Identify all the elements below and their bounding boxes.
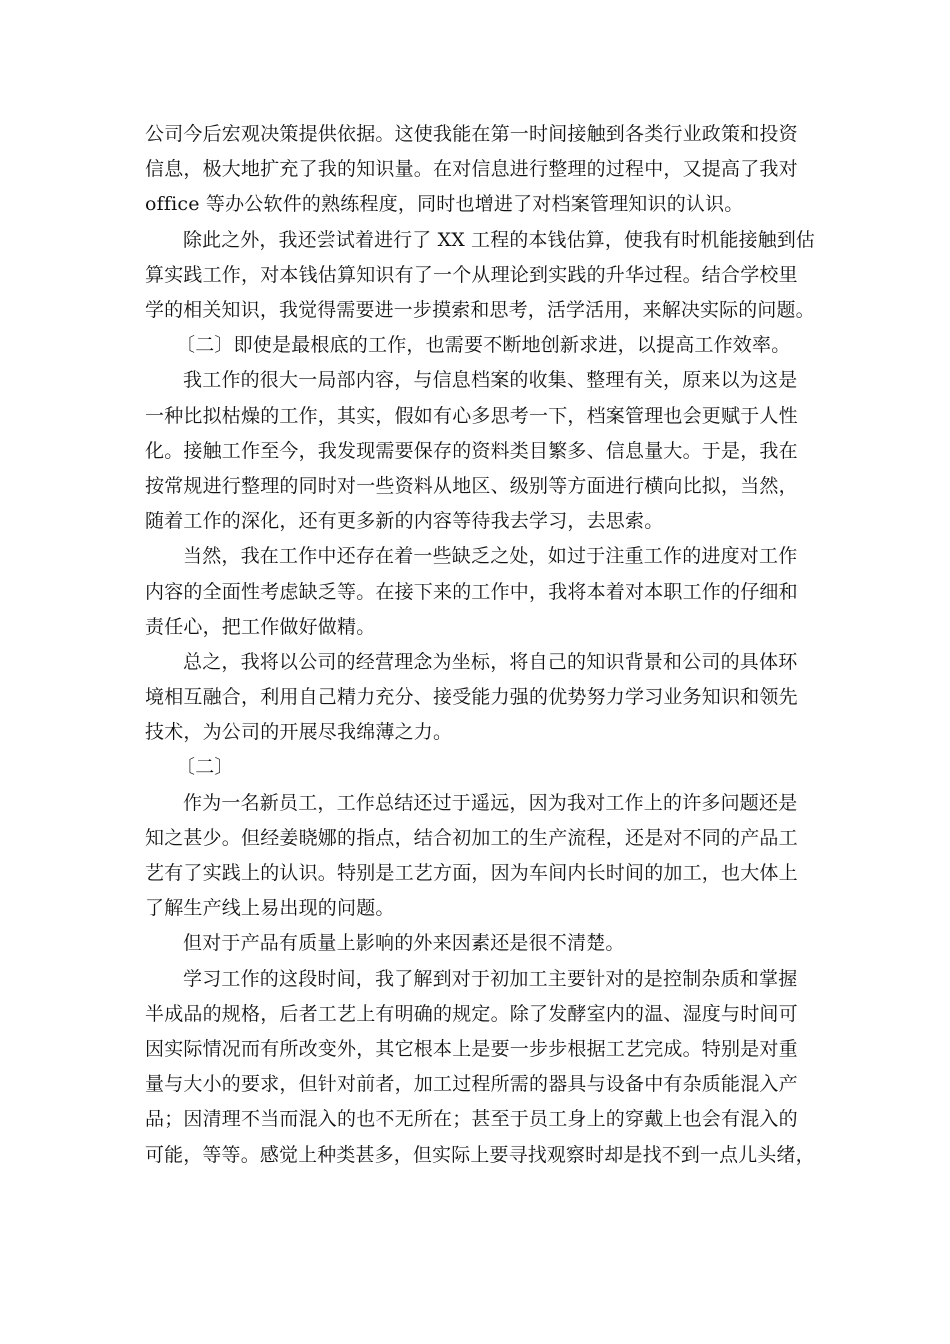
text-line: 总之，我将以公司的经营理念为坐标，将自己的知识背景和公司的具体环 [183, 651, 798, 673]
text-line: 责任心，把工作做好做精。 [145, 616, 376, 638]
text-line: 可能，等等。感觉上种类甚多，但实际上要寻找观察时却是找不到一点儿头绪， [145, 1144, 815, 1166]
text-line: 品；因清理不当而混入的也不无所在；甚至于员工身上的穿戴上也会有混入的 [145, 1108, 798, 1130]
text-line: 知之甚少。但经姜晓娜的指点，结合初加工的生产流程，还是对不同的产品工 [145, 827, 798, 849]
text-line: 半成品的规格，后者工艺上有明确的规定。除了发酵室内的温、湿度与时间可 [145, 1003, 798, 1025]
text-line: 信息，极大地扩充了我的知识量。在对信息进行整理的过程中，又提高了我对 [145, 158, 798, 180]
text-line: 我工作的很大一局部内容，与信息档案的收集、整理有关，原来以为这是 [183, 369, 798, 391]
text-line: 艺有了实践上的认识。特别是工艺方面，因为车间内长时间的加工，也大体上 [145, 862, 798, 884]
text-line: 随着工作的深化，还有更多新的内容等待我去学习，去思索。 [145, 510, 664, 532]
text-line: 除此之外，我还尝试着进行了 XX 工程的本钱估算，使我有时机能接触到估 [183, 229, 816, 251]
text-line: 〔二〕即使是最根底的工作，也需要不断地创新求进，以提高工作效率。 [176, 334, 791, 356]
text-line: 按常规进行整理的同时对一些资料从地区、级别等方面进行横向比拟，当然， [145, 475, 798, 497]
text-line: 当然，我在工作中还存在着一些缺乏之处，如过于注重工作的进度对工作 [183, 545, 798, 567]
text-line: office 等办公软件的熟练程度，同时也增进了对档案管理知识的认识。 [145, 193, 744, 215]
text-line: 量与大小的要求，但针对前者，加工过程所需的器具与设备中有杂质能混入产 [145, 1073, 798, 1095]
text-line: 学的相关知识，我觉得需要进一步摸索和思考，活学活用，来解决实际的问题。 [145, 299, 815, 321]
text-line: 了解生产线上易出现的问题。 [145, 897, 395, 919]
text-line: 算实践工作，对本钱估算知识有了一个从理论到实践的升华过程。结合学校里 [145, 264, 798, 286]
text-line: 一种比拟枯燥的工作，其实，假如有心多思考一下，档案管理也会更赋于人性 [145, 405, 798, 427]
text-line: 境相互融合，利用自己精力充分、接受能力强的优势努力学习业务知识和领先 [145, 686, 798, 708]
text-line: 技术，为公司的开展尽我绵薄之力。 [145, 721, 453, 743]
text-line: 化。接触工作至今，我发现需要保存的资料类目繁多、信息量大。于是，我在 [145, 440, 798, 462]
text-line: 内容的全面性考虑缺乏等。在接下来的工作中，我将本着对本职工作的仔细和 [145, 581, 798, 603]
text-line: 作为一名新员工，工作总结还过于遥远，因为我对工作上的许多问题还是 [183, 792, 798, 814]
text-line: 因实际情况而有所改变外，其它根本上是要一步步根据工艺完成。特别是对重 [145, 1038, 798, 1060]
text-line: 〔二〕 [176, 756, 234, 778]
text-line: 公司今后宏观决策提供依据。这使我能在第一时间接触到各类行业政策和投资 [145, 123, 798, 145]
text-line: 学习工作的这段时间，我了解到对于初加工主要针对的是控制杂质和掌握 [183, 968, 798, 990]
text-line: 但对于产品有质量上影响的外来因素还是很不清楚。 [183, 932, 625, 954]
